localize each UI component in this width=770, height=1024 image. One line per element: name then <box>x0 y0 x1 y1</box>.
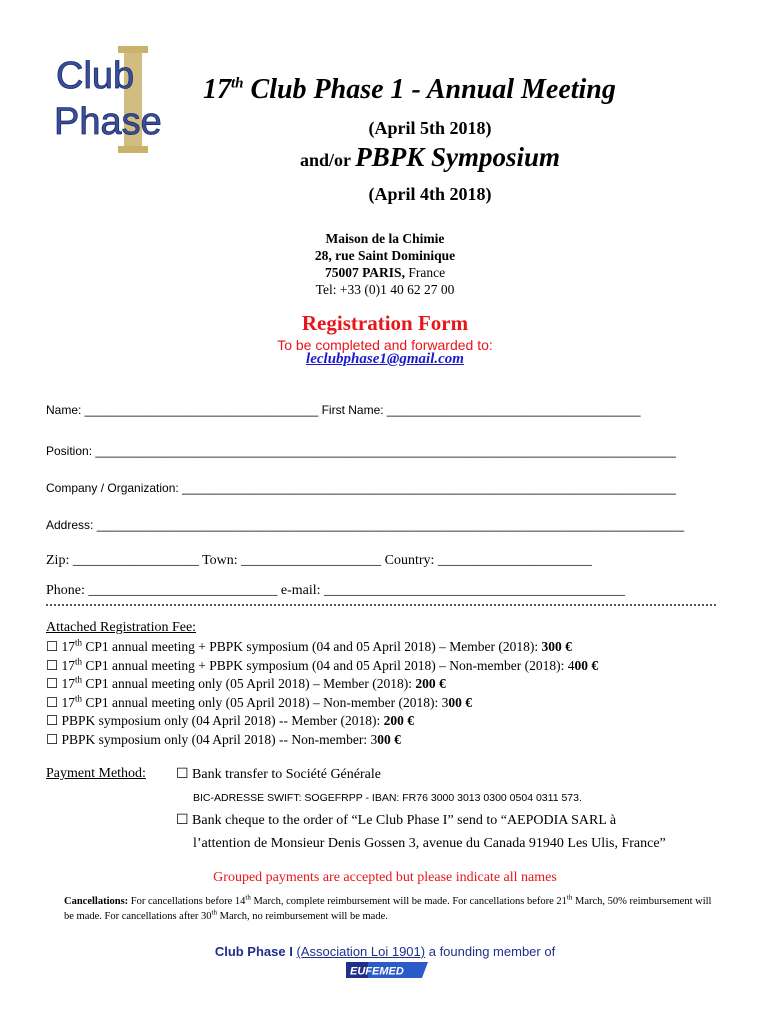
venue-address: Maison de la Chimie 28, rue Saint Dominique 75007 PARIS, France Tel: +33 (0)1 40 62 27 00 <box>314 231 456 297</box>
position-field[interactable]: Position: _______________________________________________________________________________________ <box>46 444 676 458</box>
registration-subtitle: To be completed and forwarded to: <box>277 337 493 353</box>
meeting-date: (April 5th 2018) <box>368 118 492 138</box>
fee-option[interactable]: ☐ PBPK symposium only (04 April 2018) -- Non-member: 300 € <box>46 731 401 747</box>
grouped-payments-note: Grouped payments are accepted but please indicate all names <box>213 870 557 885</box>
address-field[interactable]: Address: ________________________________________________________________________________________ <box>46 518 684 532</box>
fee-option[interactable]: ☐ PBPK symposium only (04 April 2018) -- Member (2018): 200 € <box>46 713 414 728</box>
eufemed-logo <box>346 962 428 978</box>
symposium-date: (April 4th 2018) <box>368 184 492 204</box>
company-field[interactable]: Company / Organization: __________________________________________________________________________ <box>46 481 676 495</box>
fee-option[interactable]: ☐ 17th CP1 annual meeting + PBPK symposium (04 and 05 April 2018) – Non-member (2018): 400 € <box>46 656 599 673</box>
fee-option[interactable]: ☐ 17th CP1 annual meeting only (05 April 2018) – Non-member (2018): 300 € <box>46 693 472 710</box>
fee-options <box>46 638 598 749</box>
cheque-address: l’attention de Monsieur Denis Gossen 3, avenue du Canada 91940 Les Ulis, France” <box>193 836 666 851</box>
cancellation-policy: Cancellations: For cancellations before 14th March, complete reimbursement will be made. For cancellations before 21th March, 50% reimbursement will be made. For cancellations after 30th March, no reimbursement will be made. <box>64 893 712 922</box>
bank-transfer-option[interactable]: ☐ Bank transfer to Société Générale <box>176 767 381 782</box>
phone-email-field[interactable]: Phone: ___________________________ e-mail: ___________________________________________ <box>46 583 626 598</box>
bank-cheque-option[interactable]: ☐ Bank cheque to the order of “Le Club Phase I” send to “AEPODIA SARL à <box>176 813 617 828</box>
email-link[interactable]: leclubphase1@gmail.com <box>306 351 464 367</box>
fee-option[interactable]: ☐ 17th CP1 annual meeting + PBPK symposium (04 and 05 April 2018) – Member (2018): 300 € <box>46 637 572 654</box>
footer-text: Club Phase I (Association Loi 1901) a founding member of <box>214 944 556 959</box>
fee-option[interactable]: ☐ 17th CP1 annual meeting only (05 April 2018) – Member (2018): 200 € <box>46 674 446 691</box>
divider <box>46 604 716 606</box>
payment-heading: Payment Method: <box>46 766 146 781</box>
eufemed-text: EUFEMED <box>350 965 404 978</box>
fee-heading: Attached Registration Fee: <box>46 620 197 635</box>
logo-text-club: Club <box>56 55 135 97</box>
logo-text-phase: Phase <box>54 101 162 143</box>
page-title: 17th Club Phase 1 - Annual Meeting <box>203 74 616 105</box>
bank-details: BIC-ADRESSE SWIFT: SOGEFRPP - IBAN: FR76 3000 3013 0300 0504 0311 573. <box>193 792 582 804</box>
name-field[interactable]: Name: ___________________________________ First Name: ______________________________________ <box>46 403 641 417</box>
club-phase-logo <box>52 44 170 156</box>
registration-title: Registration Form <box>301 311 469 335</box>
zip-town-country-field[interactable]: Zip: __________________ Town: ____________________ Country: ______________________ <box>46 553 592 568</box>
symposium-title: and/or PBPK Symposium <box>300 142 560 172</box>
